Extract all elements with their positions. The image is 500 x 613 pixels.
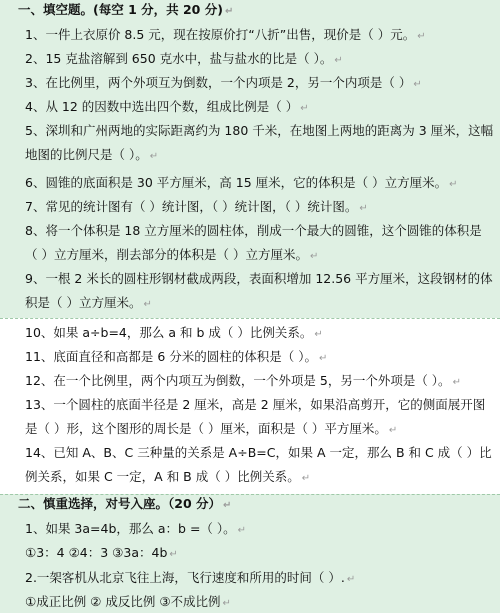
question-11: 11、底面直径和高都是 6 分米的圆柱的体积是（ ）。 ↵ xyxy=(25,349,328,364)
question-8: 8、将一个体积是 18 立方厘米的圆柱体，削成一个最大的圆锥，这个圆锥的体积是（ ）立方厘米，削去部分的体积是（ ）立方厘米。 ↵ xyxy=(25,223,482,262)
section1-heading: 一、填空题。(每空 1 分，共 20 分) ↵ xyxy=(18,2,234,17)
question-4: 4、从 12 的因数中选出四个数，组成比例是（ ） ↵ xyxy=(25,99,309,114)
divider-bottom xyxy=(0,494,500,495)
choice-question-1-options: ①3：4 ②4：3 ③3a：4b ↵ xyxy=(25,545,178,560)
divider-top xyxy=(0,318,500,319)
question-14: 14、已知 A、B、C 三种量的关系是 A÷B=C，如果 A 一定，那么 B 和 C 成（ ）比例关系，如果 C 一定，A 和 B 成（ ）比例关系。 ↵ xyxy=(25,445,492,484)
question-10: 10、如果 a÷b=4，那么 a 和 b 成（ ）比例关系。 ↵ xyxy=(25,325,323,340)
section2-heading: 二、慎重选择，对号入座。（20 分） ↵ xyxy=(18,496,232,511)
question-5: 5、深圳和广州两地的实际距离约为 180 千米，在地图上两地的距离为 3 厘米，这幅地图的比例尺是（ ）。 ↵ xyxy=(25,123,494,162)
choice-question-2-options: ①成正比例 ② 成反比例 ③不成比例 ↵ xyxy=(25,594,231,609)
question-3: 3、在比例里，两个外项互为倒数，一个内项是 2，另一个内项是（ ） ↵ xyxy=(25,75,422,90)
question-1: 1、一件上衣原价 8.5 元，现在按原价打“八折”出售，现价是（ ）元。 ↵ xyxy=(25,27,426,42)
question-9: 9、一根 2 米长的圆柱形钢材截成两段，表面积增加 12.56 平方厘米，这段钢材的体积是（ ）立方厘米。 ↵ xyxy=(25,271,493,310)
question-13: 13、一个圆柱的底面半径是 2 厘米，高是 2 厘米，如果沿高剪开，它的侧面展开图是（ ）形，这个图形的周长是（ ）厘米，面积是（ ）平方厘米。 ↵ xyxy=(25,397,486,436)
question-6: 6、圆锥的底面积是 30 平方厘米，高 15 厘米，它的体积是（ ）立方厘米。 ↵ xyxy=(25,175,458,190)
question-7: 7、常见的统计图有（ ）统计图，（ ）统计图，（ ）统计图。 ↵ xyxy=(25,199,368,214)
question-12: 12、在一个比例里，两个内项互为倒数，一个外项是 5，另一个外项是（ ）。 ↵ xyxy=(25,373,461,388)
choice-question-1: 1、如果 3a=4b，那么 a：b =（ ）。 ↵ xyxy=(25,521,247,536)
question-2: 2、15 克盐溶解到 650 克水中，盐与盐水的比是（ ）。 ↵ xyxy=(25,51,343,66)
choice-question-2: 2.一架客机从北京飞往上海，飞行速度和所用的时间（ ）. ↵ xyxy=(25,570,356,585)
